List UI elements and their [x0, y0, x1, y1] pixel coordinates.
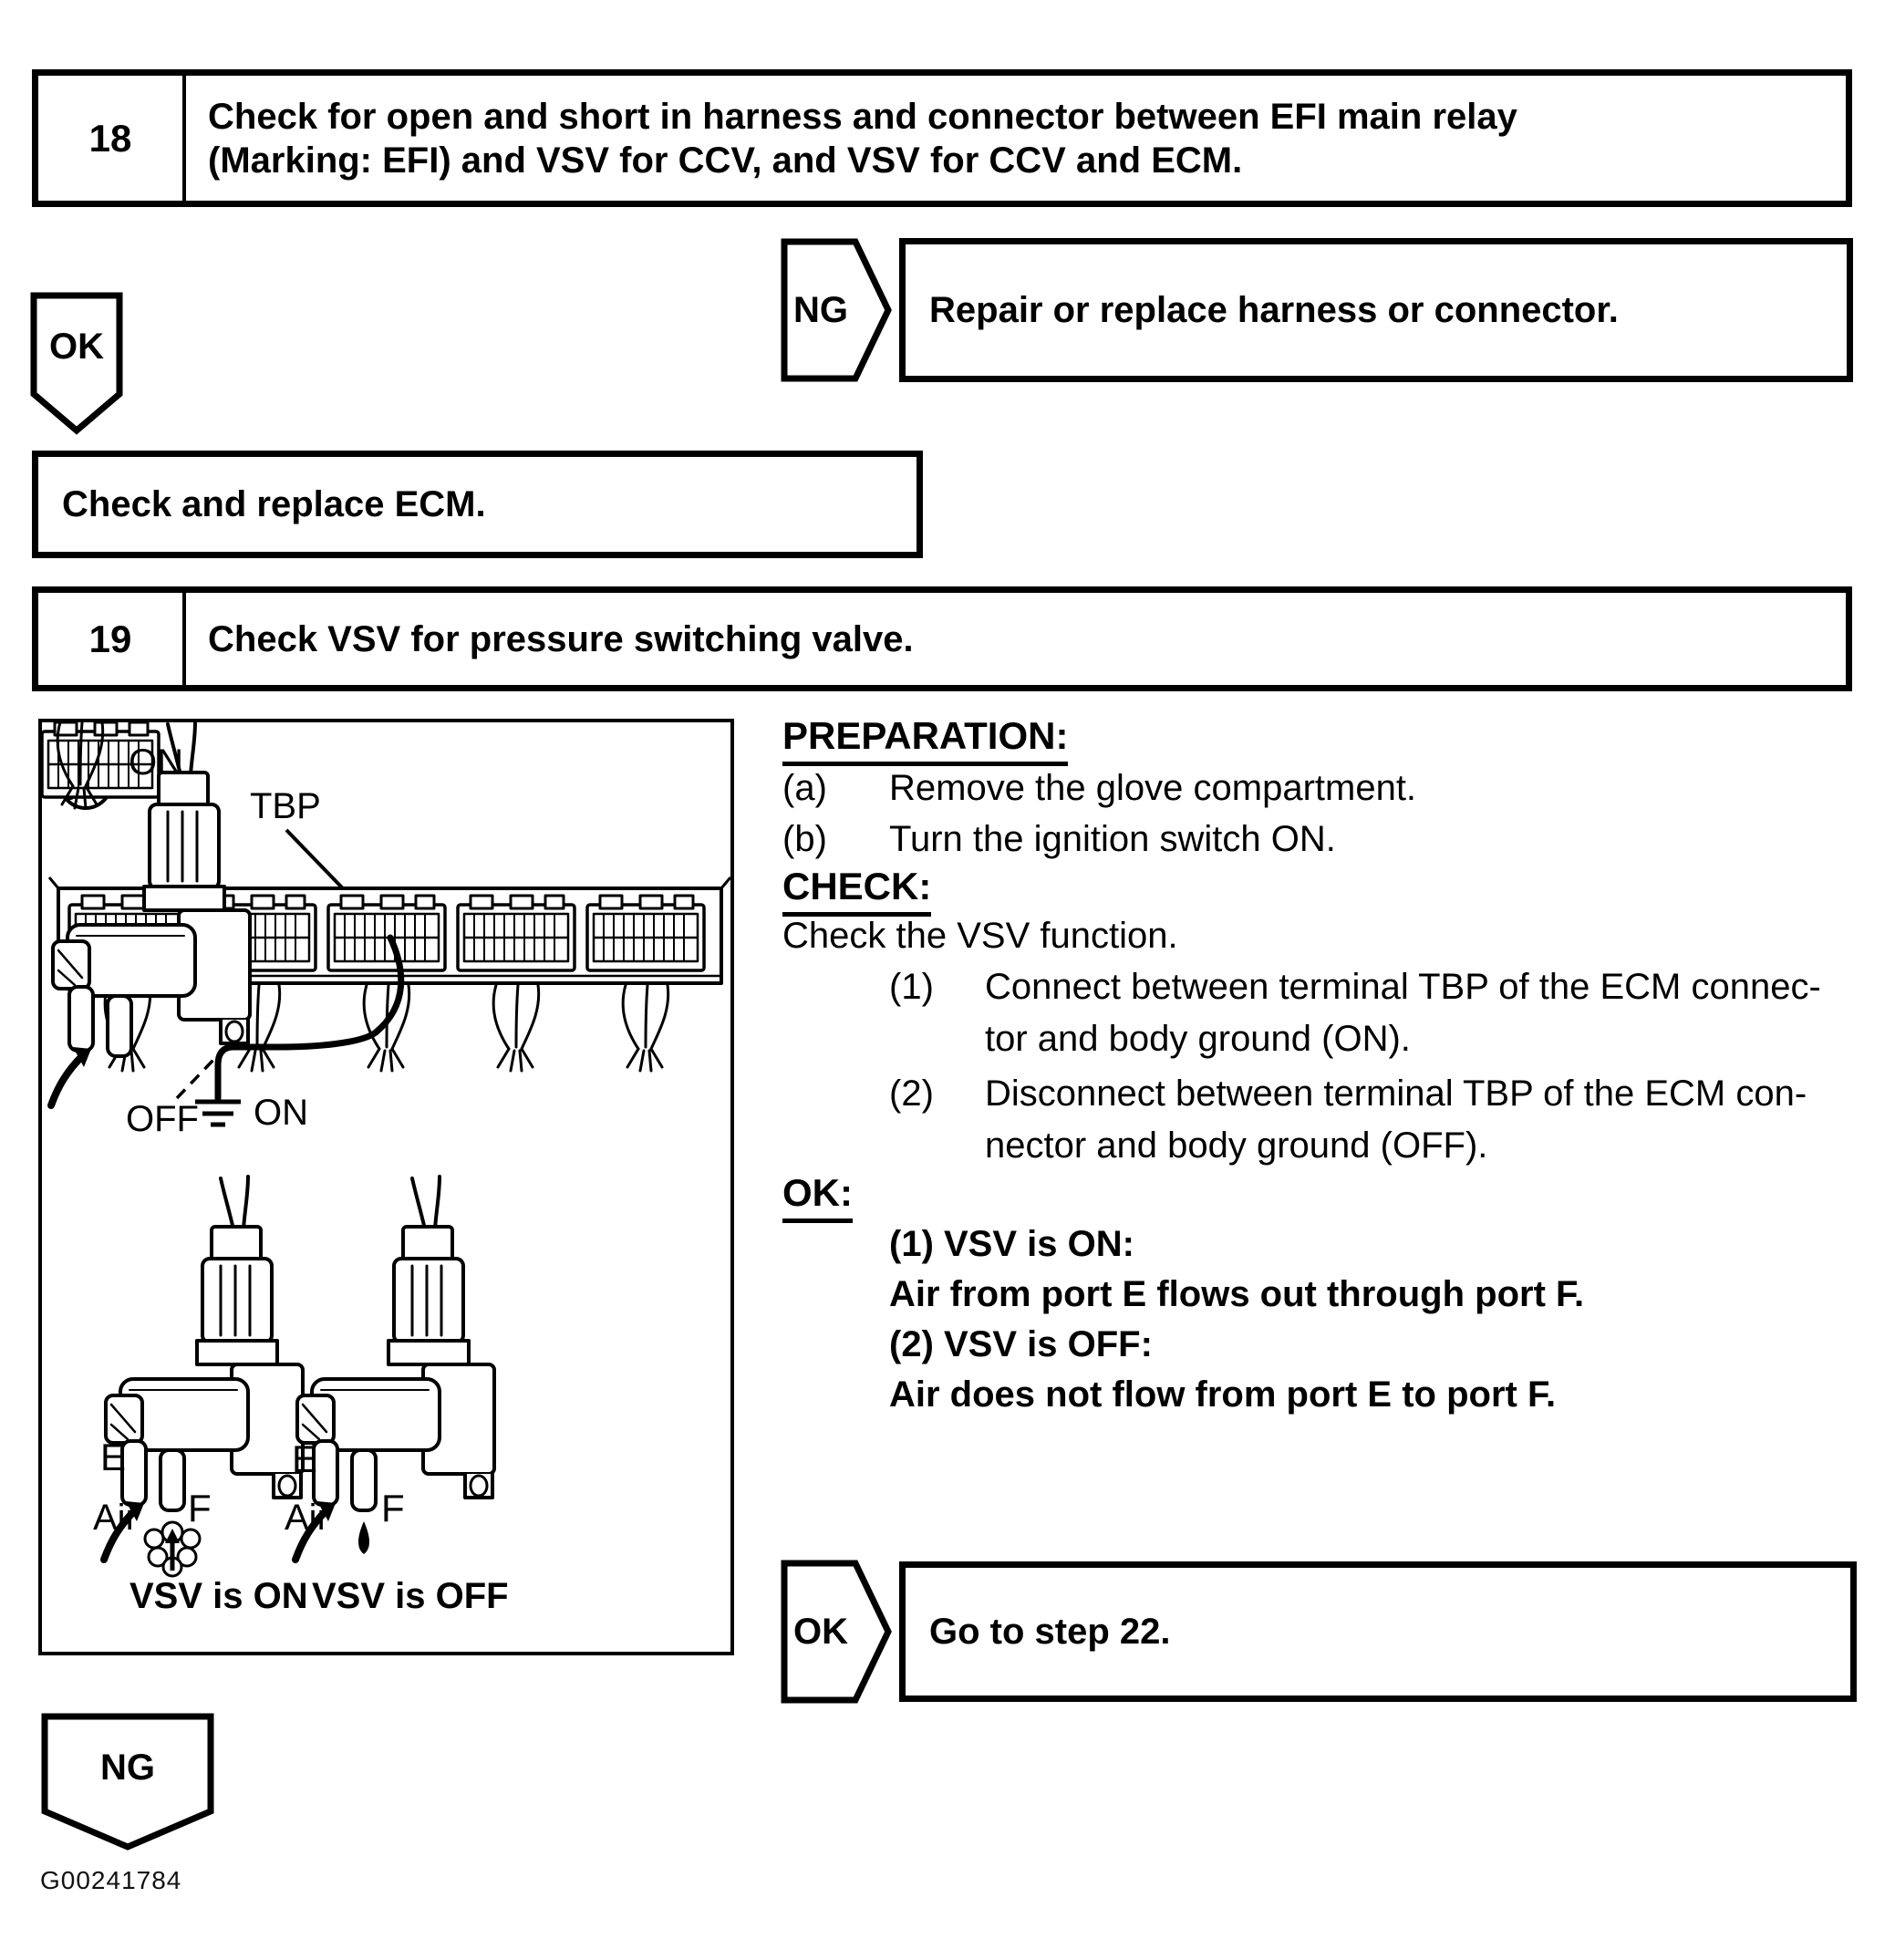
ground-symbol-icon: [195, 1102, 241, 1125]
air-label: Air: [285, 1498, 329, 1538]
ok-connector-step18: [30, 292, 123, 436]
ng-label: NG: [100, 1747, 155, 1788]
ng-label: NG: [793, 290, 848, 330]
step-number: 18: [38, 76, 186, 201]
tbp-terminal-label: TBP: [250, 786, 321, 826]
check-step-line: nector and body ground (OFF).: [985, 1125, 1488, 1166]
ignition-on-label: ON: [129, 742, 183, 783]
check-heading: CHECK:: [782, 865, 931, 917]
prep-step-id: (a): [782, 768, 827, 808]
check-step-line: tor and body ground (ON).: [985, 1019, 1411, 1059]
step-title-cell: [186, 593, 1846, 685]
port-f-label: F: [381, 1487, 405, 1530]
ng-connector-step18: [781, 238, 892, 382]
ok-label: OK: [793, 1612, 848, 1652]
port-e-label: E: [292, 1437, 318, 1480]
preparation-heading: PREPARATION:: [782, 714, 1068, 766]
valve-on-caption: VSV is ON: [129, 1576, 308, 1616]
prep-step-text: Remove the glove compartment.: [889, 768, 1417, 808]
step-title-cell: [186, 76, 1846, 201]
step-18-header-box: [32, 69, 1852, 207]
off-dashed-line: [177, 1058, 215, 1098]
ok-criteria-heading: OK:: [782, 1171, 853, 1223]
check-intro: Check the VSV function.: [782, 916, 1178, 956]
air-arrow-icon: [51, 1047, 91, 1105]
figure-id: G00241784: [40, 1866, 182, 1894]
ok-label: OK: [49, 327, 104, 367]
ok-action-text: Check and replace ECM.: [62, 483, 486, 524]
step-19-header-box: [32, 586, 1852, 691]
ok-criteria-line: (2) VSV is OFF:: [889, 1324, 1153, 1364]
valve-off-caption: VSV is OFF: [312, 1576, 509, 1616]
ok-criteria-line: Air from port E flows out through port F.: [889, 1274, 1585, 1314]
port-e-label: E: [100, 1436, 127, 1478]
check-step-id: (2): [889, 1073, 934, 1114]
vsv-check-illustration: [38, 719, 734, 1655]
step-title: Check for open and short in harness and connector between EFI main relay (Marking: EFI) and VSV for CCV, and VSV for CCV and ECM.: [208, 96, 1517, 181]
step-title: Check VSV for pressure switching valve.: [208, 618, 914, 659]
ng-action-text: Repair or replace harness or connector.: [929, 289, 1619, 330]
ground-off-label: OFF: [126, 1099, 199, 1139]
ok-action-text: Go to step 22.: [929, 1611, 1171, 1652]
air-label: Air: [93, 1498, 138, 1538]
ok-criteria-line: (1) VSV is ON:: [889, 1224, 1134, 1264]
ok-connector-step19: [781, 1560, 892, 1704]
prep-step-id: (b): [782, 819, 827, 859]
prep-step-text: Turn the ignition switch ON.: [889, 819, 1336, 859]
check-step-line: Connect between terminal TBP of the ECM connec-: [985, 967, 1821, 1007]
check-step-id: (1): [889, 967, 934, 1007]
ground-on-label: ON: [254, 1093, 308, 1133]
port-f-label: F: [188, 1487, 212, 1530]
check-step-line: Disconnect between terminal TBP of the ECM con-: [985, 1073, 1807, 1114]
ng-action-box-step18: [899, 238, 1853, 382]
ok-criteria-line: Air does not flow from port E to port F.: [889, 1374, 1557, 1415]
ng-connector-step19: [41, 1713, 214, 1851]
droplet-icon: [358, 1521, 369, 1554]
step-number: 19: [38, 593, 186, 685]
ok-action-box-step19: [899, 1561, 1857, 1702]
ok-action-box-step18: [32, 451, 923, 558]
